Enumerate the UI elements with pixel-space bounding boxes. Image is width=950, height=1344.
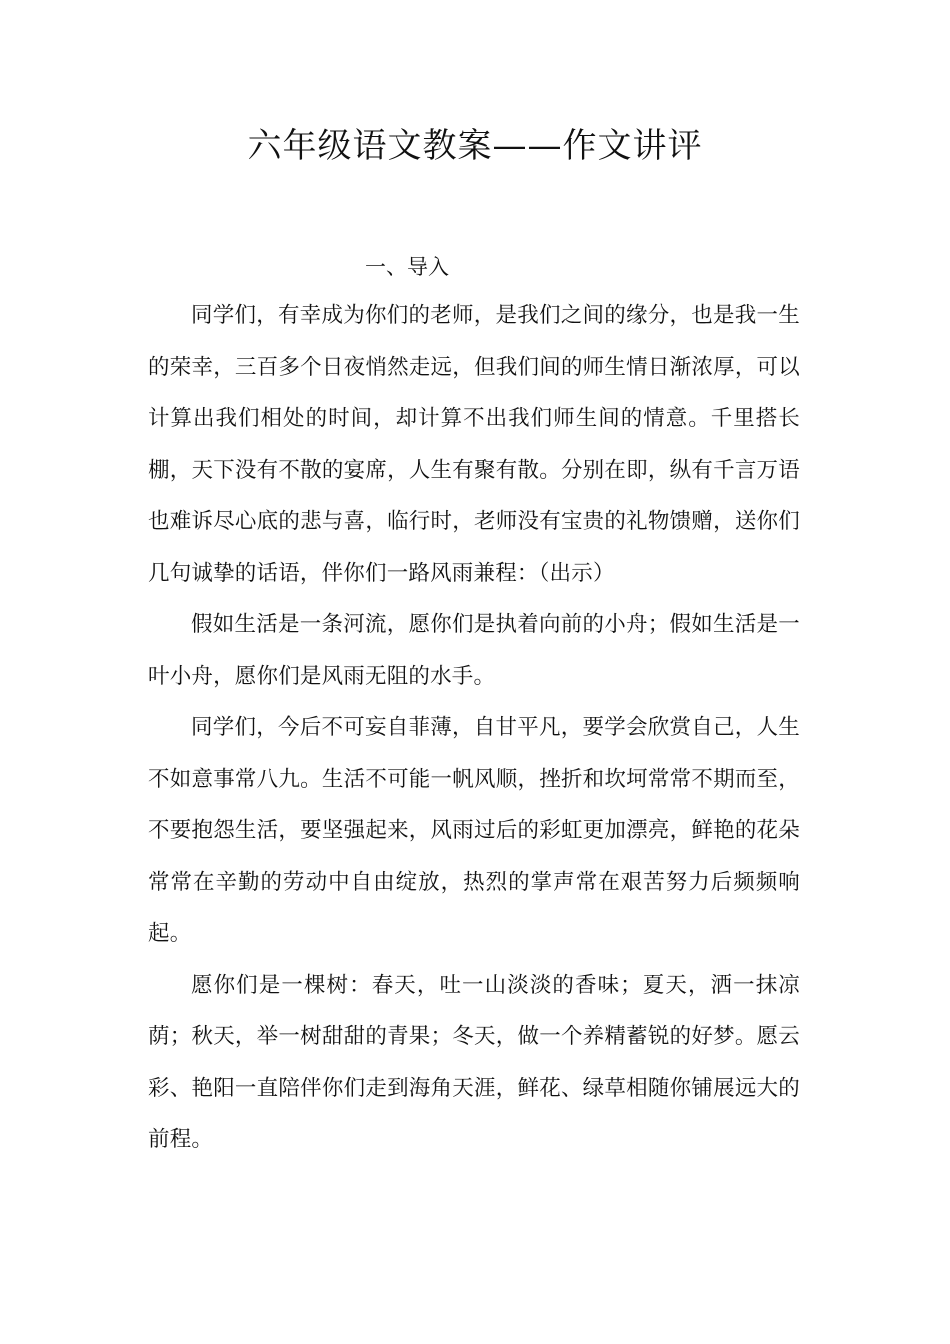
paragraph-farewell: 同学们，有幸成为你们的老师，是我们之间的缘分，也是我一生的荣幸，三百多个日夜悄然走远，但我们间的师生情日渐浓厚，可以计算出我们相处的时间，却计算不出我们师生间的情意。千里搭长棚，天下没有不散的宴席，人生有聚有散。分别在即，纵有千言万语也难诉尽心底的悲与喜，临行时，老师没有宝贵的礼物馈赠，送你们几句诚挚的话语，伴你们一路风雨兼程：（出示）: [148, 303, 800, 586]
page-title: 六年级语文教案——作文讲评: [247, 126, 703, 166]
body-text: [148, 290, 800, 1166]
paragraph-tree-wish: 愿你们是一棵树：春天，吐一山淡淡的香味；夏天，洒一抹凉荫；秋天，举一树甜甜的青果；冬天，做一个养精蓄锐的好梦。愿云彩、艳阳一直陪伴你们走到海角天涯，鲜花、绿草相随你铺展远大的前程。: [148, 972, 800, 1152]
paragraph-river-boat: 假如生活是一条河流，愿你们是执着向前的小舟；假如生活是一叶小舟，愿你们是风雨无阻的水手。: [148, 612, 800, 689]
section-heading-intro: 一、导入: [365, 255, 449, 279]
paragraph-encouragement: 同学们，今后不可妄自菲薄，自甘平凡，要学会欣赏自己，人生不如意事常八九。生活不可能一帆风顺，挫折和坎坷常常不期而至，不要抱怨生活，要坚强起来，风雨过后的彩虹更加漂亮，鲜艳的花朵常常在辛勤的劳动中自由绽放，热烈的掌声常在艰苦努力后频频响起。: [148, 715, 800, 946]
